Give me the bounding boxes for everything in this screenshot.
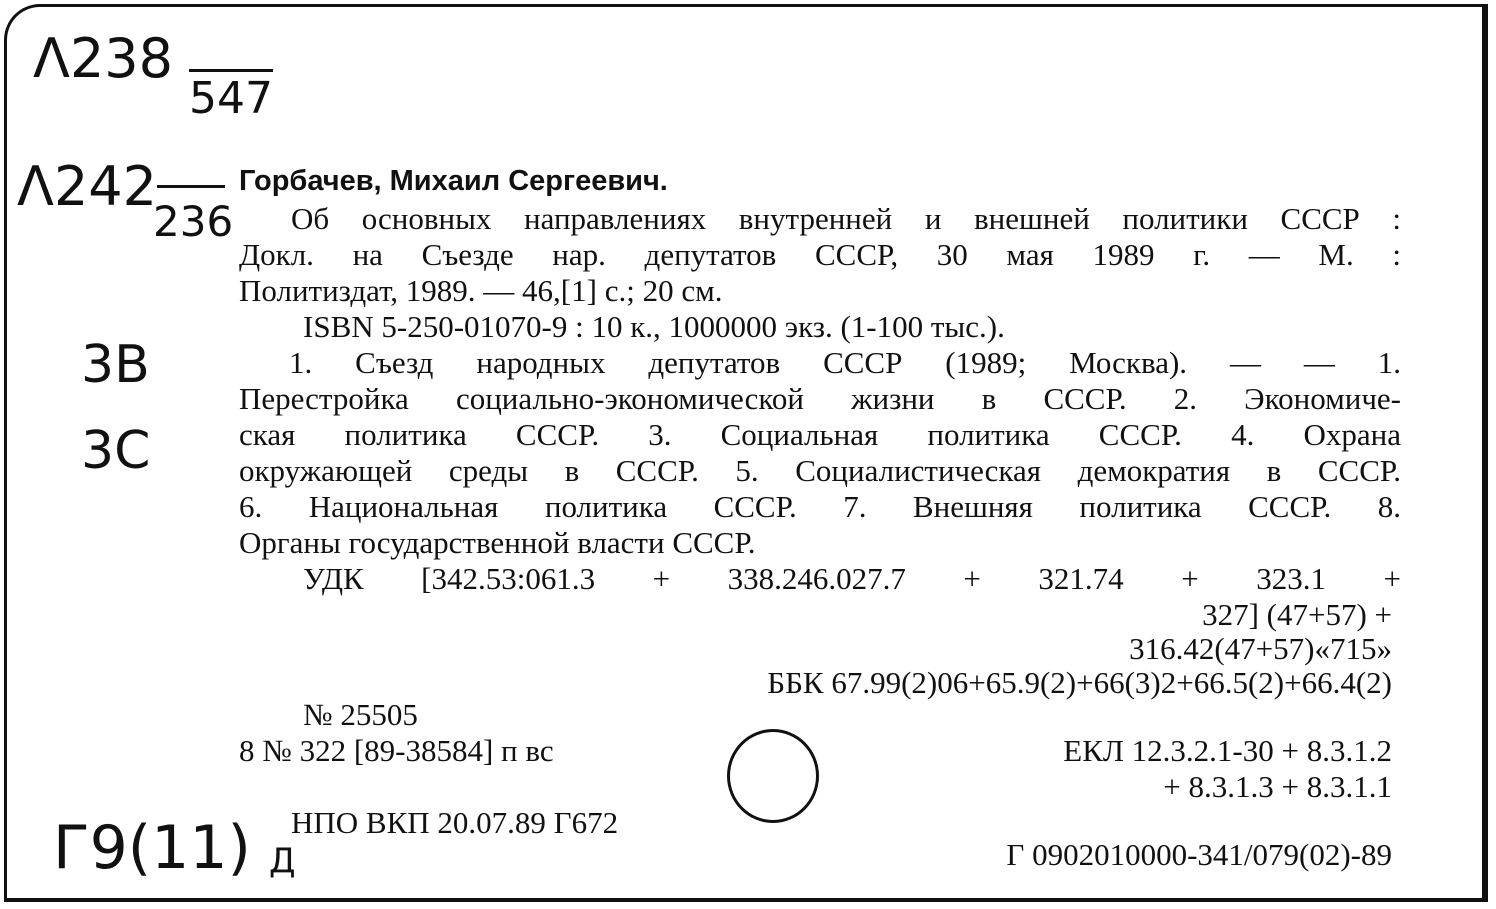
card-number: № 25505 [303, 697, 418, 732]
card-subject-line-6: Органы государственной власти СССР. [239, 525, 756, 560]
card-subject-line-5: 6. Национальная политика СССР. 7. Внешняя политика СССР. 8. [239, 489, 1401, 524]
card-author: Горбачев, Михаил Сергеевич. [239, 165, 668, 197]
card-title-line-1: Об основных направлениях внутренней и внешней политики СССР : [291, 201, 1401, 236]
handwritten-bottom-mark: Д [269, 841, 296, 881]
card-order: 8 № 322 [89-38584] п вс [239, 733, 554, 768]
card-udk-line-1: УДК [342.53:061.3 + 338.246.027.7 + 321.74 + 323.1 + [303, 561, 1401, 596]
punch-hole [727, 729, 819, 823]
card-subject-line-1: 1. Съезд народных депутатов СССР (1989; Москва). — — 1. [289, 345, 1401, 380]
card-code-f: Г 0902010000-341/079(02)-89 [1006, 837, 1392, 872]
card-title-line-2: Докл. на Съезде нар. депутатов СССР, 30 мая 1989 г. — М. : [239, 237, 1401, 272]
handwritten-shelfmark-1: Λ238 [33, 27, 174, 90]
card-bbk: ББК 67.99(2)06+65.9(2)+66(3)2+66.5(2)+66.4(2) [767, 665, 1392, 700]
handwritten-dash [157, 185, 225, 188]
handwritten-bottom-code: Г9(11) [53, 813, 251, 883]
handwritten-shelfmark-2: Λ242 [17, 155, 158, 218]
card-subject-line-2: Перестройка социально-экономической жизни в СССР. 2. Экономиче- [239, 381, 1401, 416]
card-ekl-line-2: + 8.3.1.3 + 8.3.1.1 [1163, 769, 1392, 804]
card-subject-line-3: ская политика СССР. 3. Социальная политика СССР. 4. Охрана [239, 417, 1401, 452]
card-ekl-line-1: ЕКЛ 12.3.2.1-30 + 8.3.1.2 [1063, 733, 1392, 768]
card-udk-line-2: 327] (47+57) + [1202, 597, 1392, 632]
card-isbn: ISBN 5-250-01070-9 : 10 к., 1000000 экз. (1-100 тыс.). [303, 309, 1005, 344]
catalog-card [4, 4, 1488, 902]
handwritten-code-3c: 3C [81, 421, 151, 481]
handwritten-shelfmark-1-denominator: 547 [189, 69, 273, 124]
card-udk-line-3: 316.42(47+57)«715» [1129, 631, 1392, 666]
handwritten-shelfmark-2-denominator: 236 [153, 197, 234, 246]
handwritten-code-3b: 3B [81, 335, 150, 395]
card-subject-line-4: окружающей среды в СССР. 5. Социалистическая демократия в СССР. [239, 453, 1401, 488]
card-title-line-3: Политиздат, 1989. — 46,[1] с.; 20 см. [239, 273, 723, 308]
card-npo: НПО ВКП 20.07.89 Г672 [291, 805, 619, 840]
